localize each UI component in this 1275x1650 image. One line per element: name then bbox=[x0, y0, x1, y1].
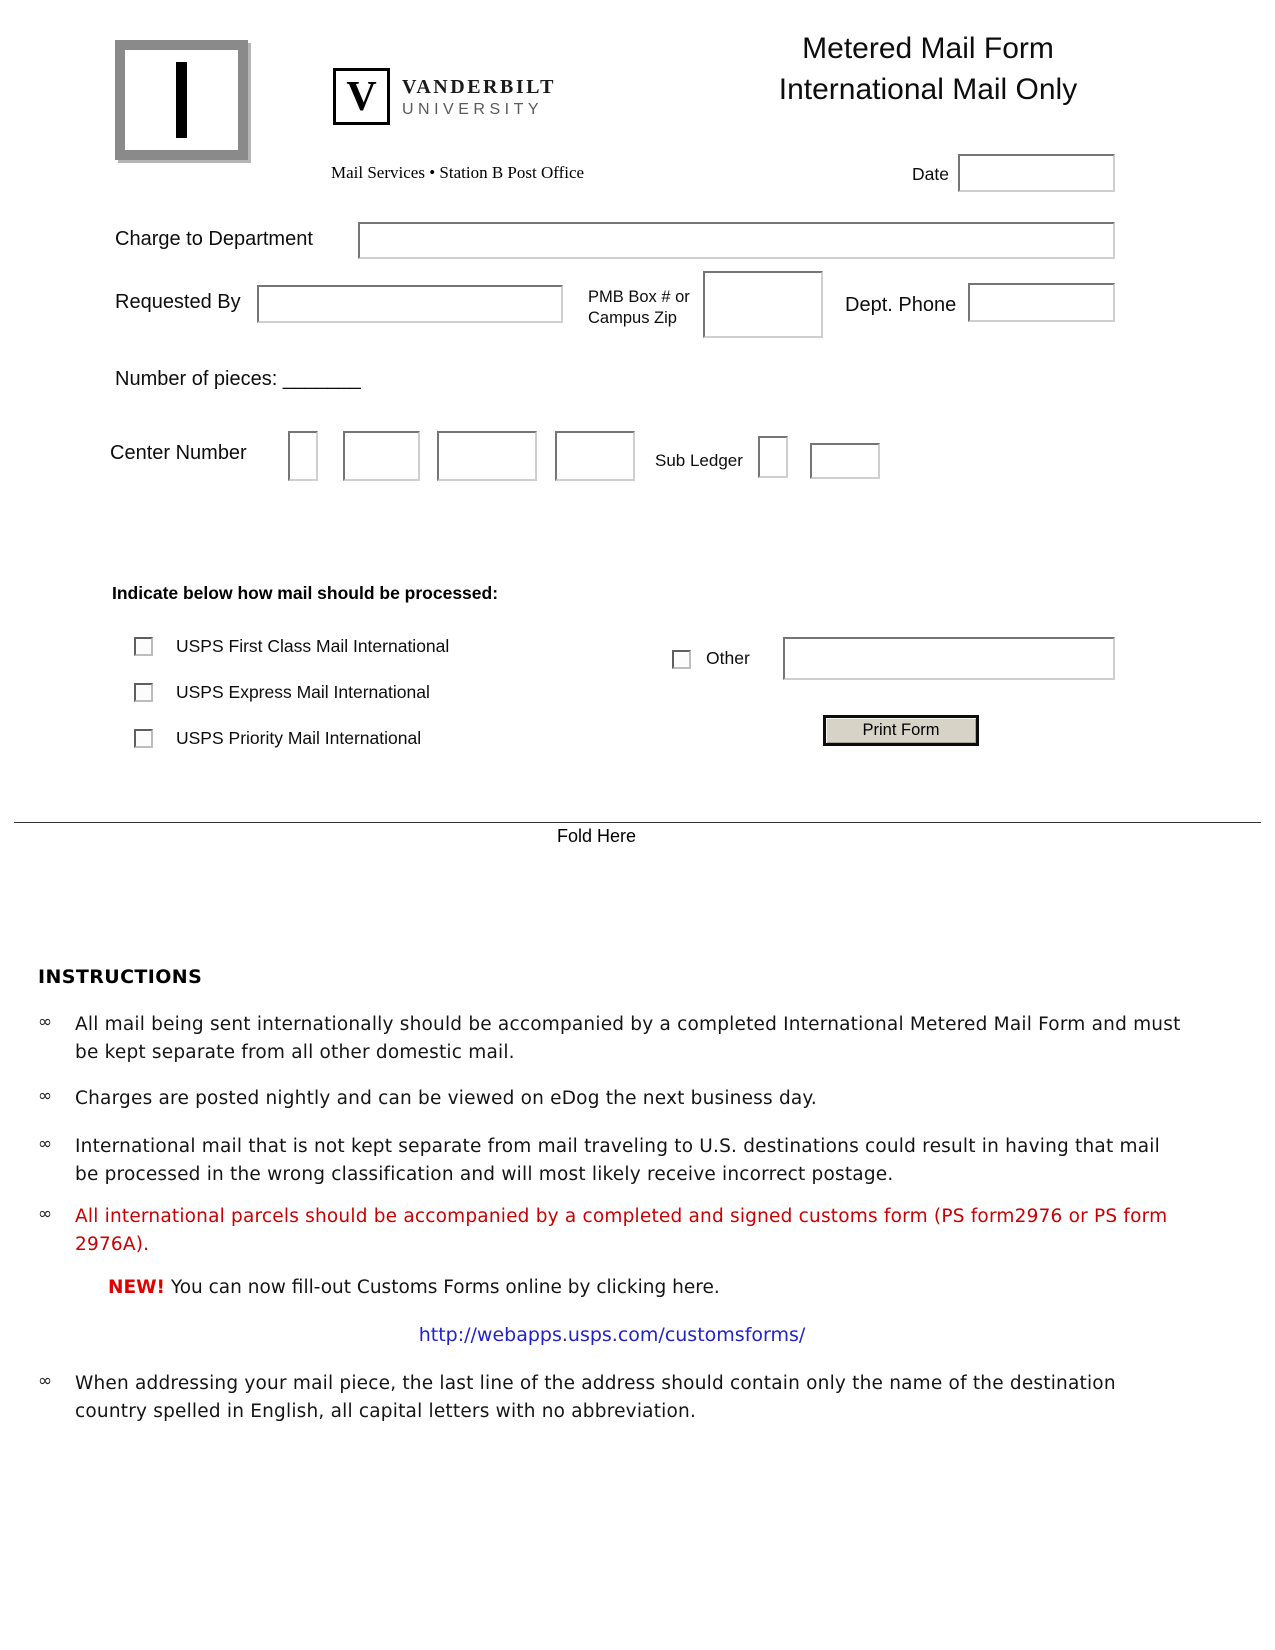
new-customs-note bbox=[108, 1274, 1186, 1302]
center-number-cell-4[interactable] bbox=[555, 431, 635, 481]
instruction-item bbox=[38, 1133, 1186, 1189]
pmb-box-label-line-2: Campus Zip bbox=[588, 309, 677, 327]
form-title bbox=[752, 28, 1104, 110]
requested-by-input[interactable] bbox=[257, 285, 563, 323]
instruction-text: Charges are posted nightly and can be viewed on eDog the next business day. bbox=[75, 1088, 818, 1109]
vanderbilt-wordmark: VANDERBILT bbox=[402, 76, 556, 98]
sub-ledger-label: Sub Ledger bbox=[655, 451, 743, 470]
instruction-text: When addressing your mail piece, the last line of the address should contain only the name of the destination country spelled in English, all capital letters with no abbreviation. bbox=[75, 1373, 1116, 1422]
print-form-button[interactable]: Print Form bbox=[823, 715, 979, 746]
sub-ledger-cell-1[interactable] bbox=[758, 436, 788, 478]
charge-to-department-input[interactable] bbox=[358, 222, 1115, 259]
mail-services-line: Mail Services • Station B Post Office bbox=[331, 163, 585, 182]
new-badge: NEW! bbox=[108, 1277, 165, 1298]
usps-first-class-checkbox[interactable] bbox=[134, 637, 153, 656]
customs-forms-link-row bbox=[38, 1321, 1186, 1349]
pmb-box-label bbox=[588, 287, 690, 329]
center-number-cell-1[interactable] bbox=[288, 431, 318, 481]
fold-here-label: Fold Here bbox=[557, 826, 637, 846]
other-input[interactable] bbox=[783, 637, 1115, 680]
instruction-text: All mail being sent internationally should be accompanied by a completed International Metered Mail Form and must be kept separate from all other domestic mail. bbox=[75, 1014, 1181, 1063]
sub-ledger-cell-2[interactable] bbox=[810, 443, 880, 479]
instructions-section bbox=[38, 966, 1186, 1444]
university-wordmark: UNIVERSITY bbox=[402, 101, 544, 118]
date-label: Date bbox=[912, 164, 949, 184]
infinity-bullet-icon: ∞ bbox=[38, 1086, 53, 1106]
usps-first-class-label: USPS First Class Mail International bbox=[176, 636, 450, 656]
vanderbilt-v-icon bbox=[333, 68, 390, 125]
letter-i-logo bbox=[115, 40, 248, 160]
other-checkbox[interactable] bbox=[672, 650, 691, 669]
pmb-box-label-line-1: PMB Box # or bbox=[588, 288, 690, 306]
instruction-item bbox=[38, 1011, 1186, 1067]
infinity-bullet-icon: ∞ bbox=[38, 1134, 53, 1154]
instruction-text-red: All international parcels should be accompanied by a completed and signed customs form (PS form2976 or PS form 2976A). bbox=[75, 1206, 1168, 1255]
usps-priority-checkbox[interactable] bbox=[134, 729, 153, 748]
instruction-item-red bbox=[38, 1203, 1186, 1259]
form-title-line-2: International Mail Only bbox=[778, 73, 1078, 106]
infinity-bullet-icon: ∞ bbox=[38, 1371, 53, 1391]
new-note-text: You can now fill-out Customs Forms online by clicking here. bbox=[164, 1277, 720, 1298]
date-input[interactable] bbox=[958, 154, 1115, 192]
instruction-text: International mail that is not kept separate from mail traveling to U.S. destinations could result in having that mail be processed in the wrong classification and will most likely receive incorrect postage. bbox=[75, 1136, 1160, 1185]
usps-express-checkbox[interactable] bbox=[134, 683, 153, 702]
number-of-pieces-label: Number of pieces: _______ bbox=[115, 368, 361, 390]
infinity-bullet-icon: ∞ bbox=[38, 1012, 53, 1032]
fold-divider-line bbox=[14, 822, 1261, 823]
customs-forms-link[interactable]: http://webapps.usps.com/customsforms/ bbox=[418, 1324, 806, 1346]
center-number-cell-2[interactable] bbox=[343, 431, 420, 481]
other-label: Other bbox=[706, 648, 750, 668]
infinity-bullet-icon: ∞ bbox=[38, 1204, 53, 1224]
dept-phone-label: Dept. Phone bbox=[845, 294, 957, 316]
charge-to-department-label: Charge to Department bbox=[115, 228, 313, 250]
instruction-item bbox=[38, 1370, 1186, 1426]
center-number-cell-3[interactable] bbox=[437, 431, 537, 481]
usps-priority-label: USPS Priority Mail International bbox=[176, 728, 422, 748]
form-title-line-1: Metered Mail Form bbox=[802, 32, 1054, 65]
requested-by-label: Requested By bbox=[115, 291, 241, 313]
instructions-heading: INSTRUCTIONS bbox=[38, 966, 203, 988]
dept-phone-input[interactable] bbox=[968, 283, 1115, 322]
instruction-item bbox=[38, 1085, 1186, 1113]
letter-i-bar-icon bbox=[176, 62, 187, 138]
usps-express-label: USPS Express Mail International bbox=[176, 682, 430, 702]
process-heading: Indicate below how mail should be processed: bbox=[112, 583, 499, 603]
center-number-label: Center Number bbox=[110, 442, 247, 464]
vanderbilt-v-glyph: V bbox=[346, 73, 377, 120]
pmb-box-input[interactable] bbox=[703, 271, 823, 338]
